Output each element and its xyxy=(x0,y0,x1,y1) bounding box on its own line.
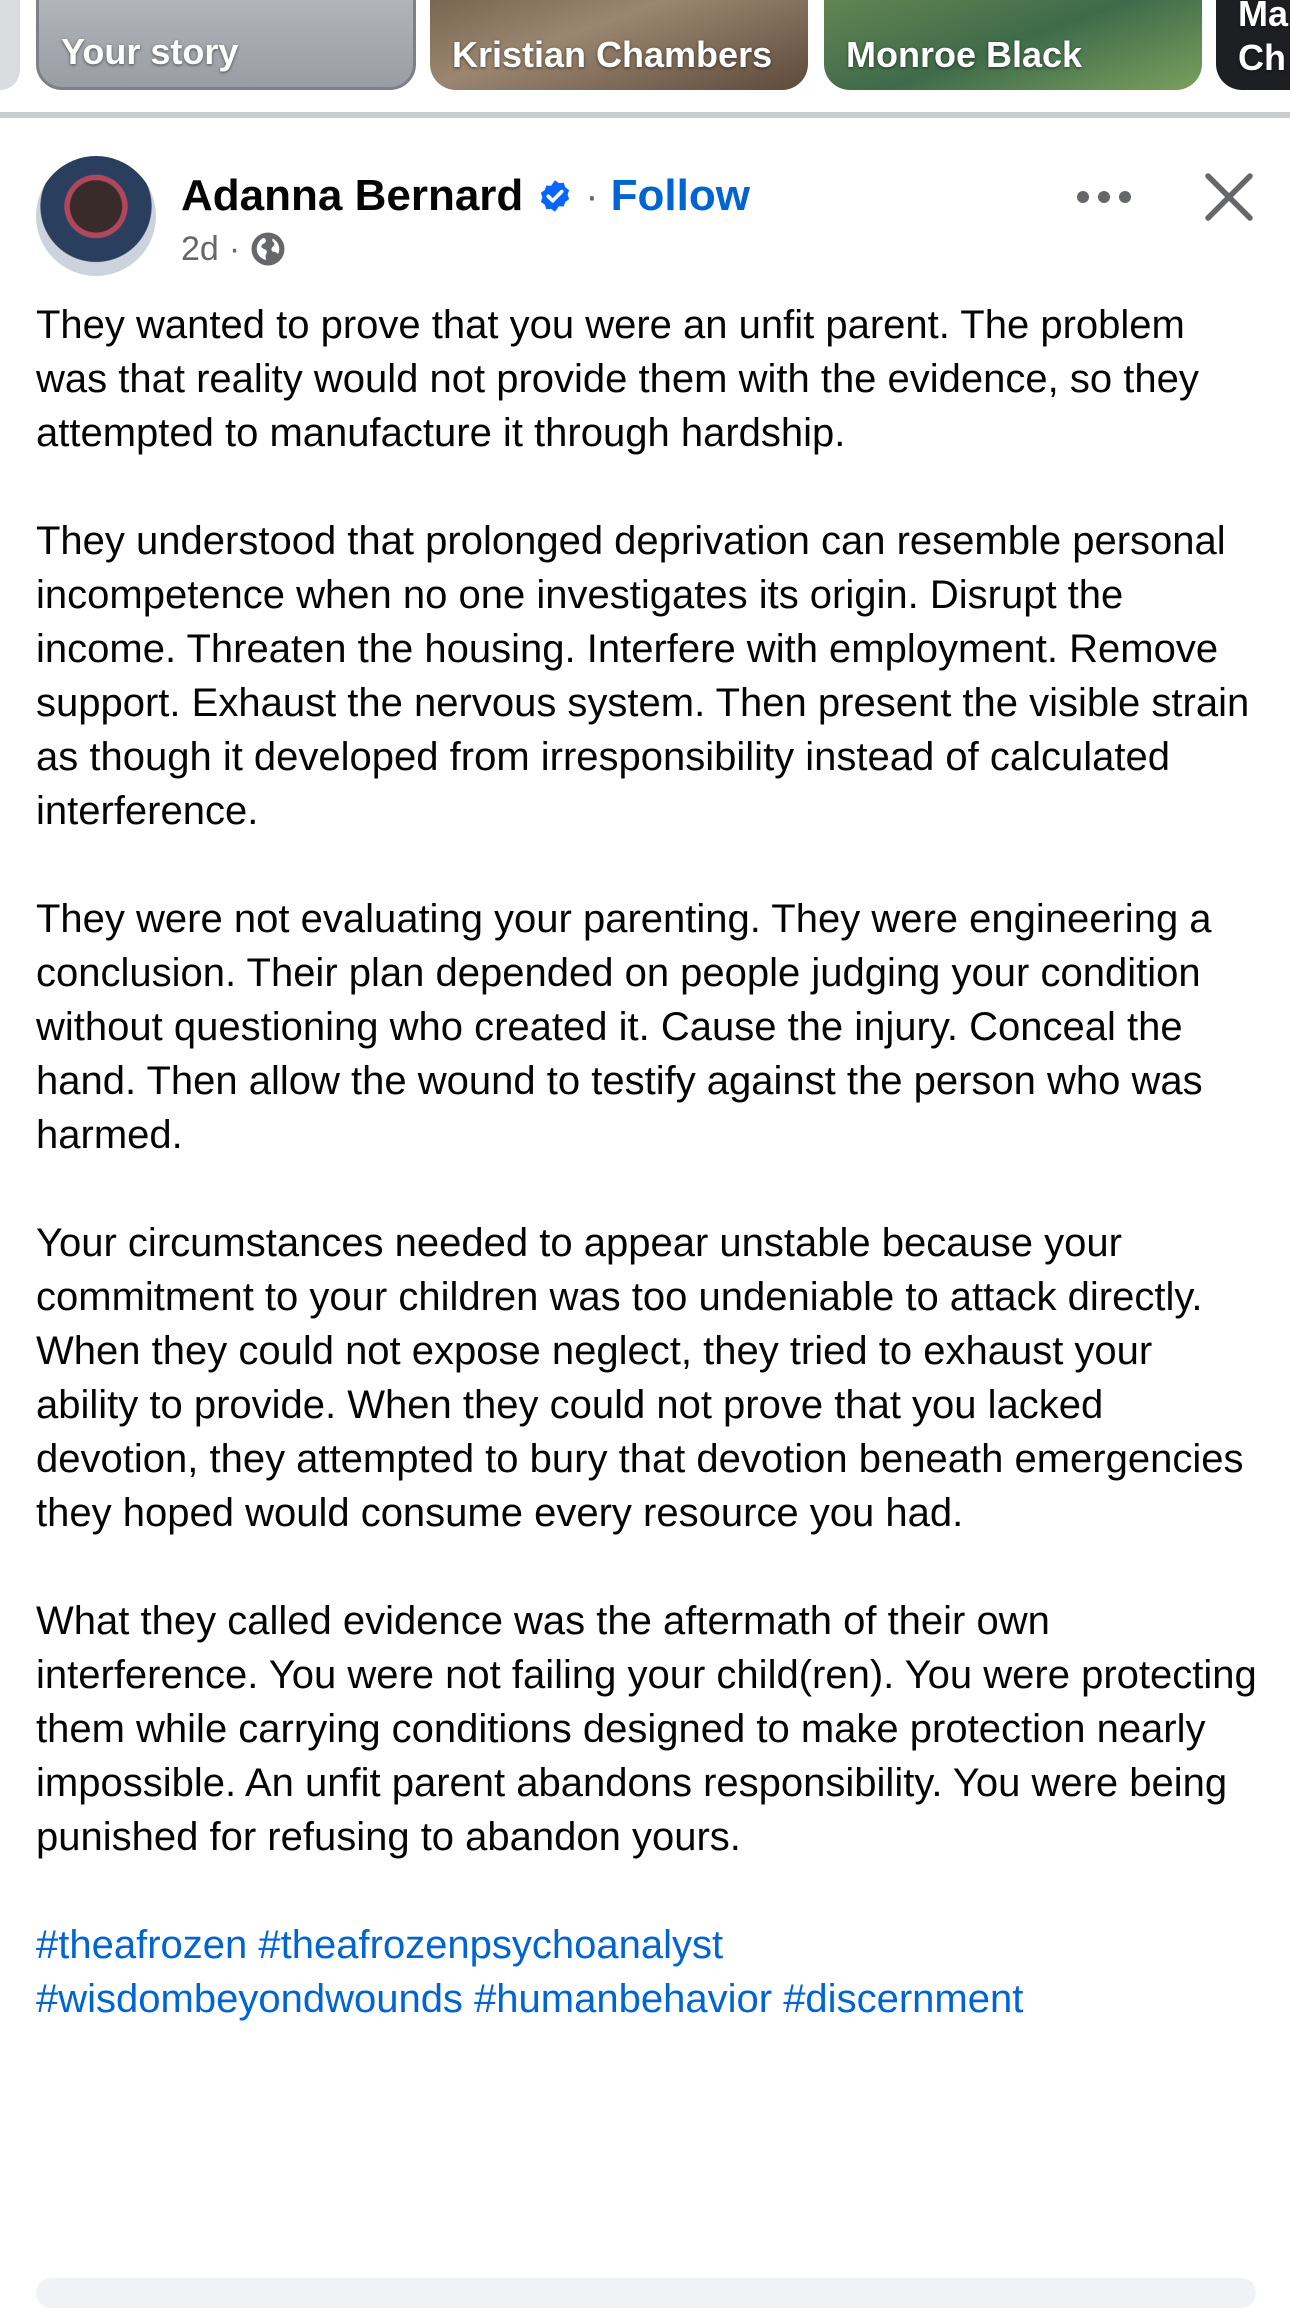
story-card-kristian-chambers[interactable] xyxy=(430,0,808,90)
verified-badge-icon xyxy=(537,178,573,214)
hashtag-link[interactable]: #humanbehavior xyxy=(474,1977,773,2021)
post-header xyxy=(36,156,1256,280)
hashtag-link[interactable]: #discernment xyxy=(783,1977,1024,2021)
story-label: Your story xyxy=(61,31,239,72)
hashtag-link[interactable]: #theafrozenpsychoanalyst xyxy=(258,1923,724,1967)
story-card-partial[interactable] xyxy=(0,0,20,90)
post-text xyxy=(36,298,1261,2026)
post-paragraph: They understood that prolonged deprivation can resemble personal incompetence when no one investigates its origin. Disrupt the income. Threaten the housing. Interfere with employment. Remove support. Exhaust the nervous system. Then present the visible strain as though it developed from irresponsibility instead of calculated interference. xyxy=(36,519,1250,833)
post-paragraph: They were not evaluating your parenting. They were engineering a conclusion. Their plan depended on people judging your condition without questioning who created it. Cause the injury. Conceal the hand. Then allow the wound to testify against the person who was harmed. xyxy=(36,897,1212,1157)
story-label: Ma Ch xyxy=(1238,0,1289,78)
story-card-partial-right[interactable] xyxy=(1216,0,1290,90)
stories-divider xyxy=(0,112,1290,118)
meta-separator: · xyxy=(228,229,241,268)
close-icon[interactable] xyxy=(1196,164,1262,230)
story-label: Kristian Chambers xyxy=(452,34,773,75)
globe-icon xyxy=(250,231,286,267)
author-row xyxy=(181,166,750,226)
next-section-edge xyxy=(36,2278,1256,2308)
author-name[interactable]: Adanna Bernard xyxy=(181,171,524,220)
follow-button[interactable]: Follow xyxy=(610,171,750,220)
story-card-your-story[interactable] xyxy=(36,0,416,90)
post-paragraph: They wanted to prove that you were an unfit parent. The problem was that reality would not provide them with the evidence, so they attempted to manufacture it through hardship. xyxy=(36,303,1199,455)
hashtag-link[interactable]: #wisdombeyondwounds xyxy=(36,1977,463,2021)
story-card-monroe-black[interactable] xyxy=(824,0,1202,90)
hashtags xyxy=(36,1918,1261,2026)
post-time[interactable]: 2d xyxy=(181,229,219,268)
story-label: Monroe Black xyxy=(846,34,1083,75)
separator: · xyxy=(585,173,599,218)
avatar[interactable] xyxy=(36,156,156,276)
stories-tray xyxy=(0,0,1290,116)
more-dots-icon[interactable] xyxy=(1066,172,1146,222)
hashtag-link[interactable]: #theafrozen xyxy=(36,1923,248,1967)
post-meta xyxy=(181,224,286,274)
post-paragraph: Your circumstances needed to appear unstable because your commitment to your children was too undeniable to attack directly. When they could not expose neglect, they tried to exhaust your ability to provide. When they could not prove that you lacked devotion, they attempted to bury that devotion beneath emergencies they hoped would consume every resource you had. xyxy=(36,1221,1244,1535)
post-paragraph: What they called evidence was the aftermath of their own interference. You were not failing your child(ren). You were protecting them while carrying conditions designed to make protection nearly impossible. An unfit parent abandons responsibility. You were being punished for refusing to abandon yours. xyxy=(36,1599,1257,1859)
